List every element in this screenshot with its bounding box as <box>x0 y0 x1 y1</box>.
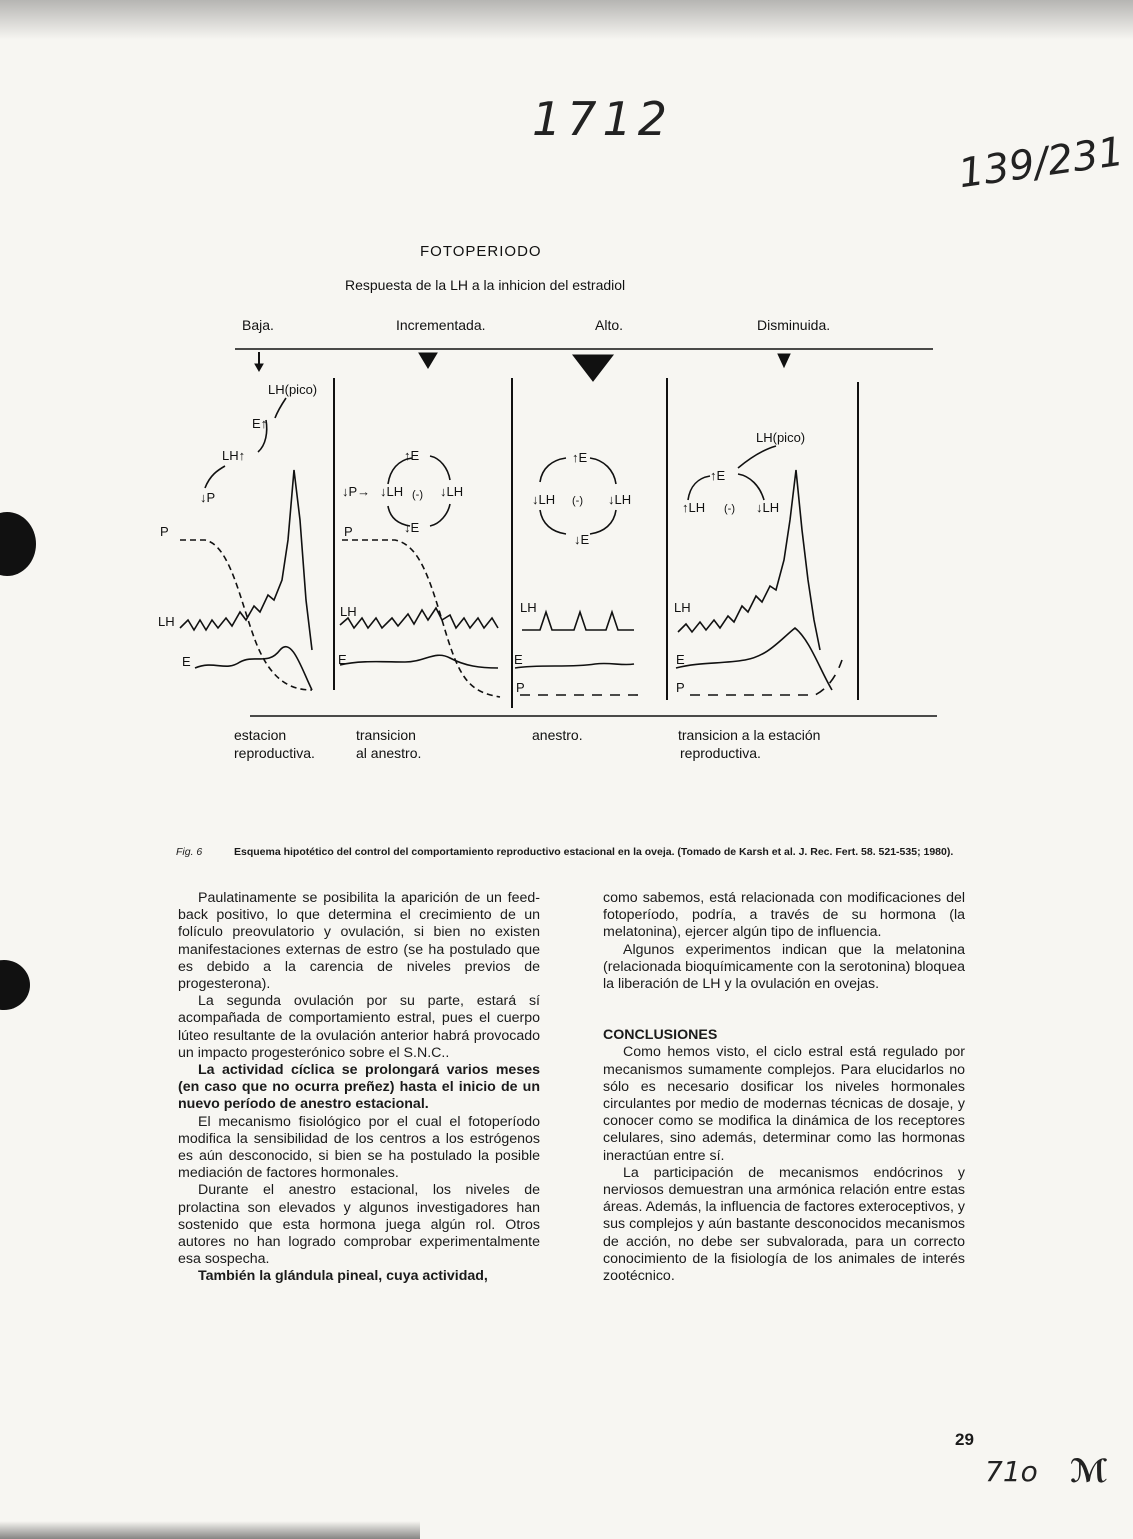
label-minus-2: (-) <box>412 489 423 501</box>
binder-hole-bottom <box>0 960 30 1010</box>
label-e-bottom-3: ↓E <box>574 532 590 547</box>
left-paragraph-2: La segunda ovulación por su parte, estará sí acompañada de comportamiento estral, pues el cuerpo lúteo resultante de la ovulación anterior habrá provocado un impacto progesterónico sobre el S.N.C.. <box>178 993 540 1061</box>
panel-1 <box>158 382 317 690</box>
lh-curve-3 <box>522 612 634 630</box>
left-paragraph-5: Durante el anestro estacional, los niveles de prolactina son elevados y algunos investigadores han sostenido que esta hormona juega algún rol. Otros autores no han logrado comprobar experimentalmente esa sospecha. <box>178 1182 540 1268</box>
label-p-down-1: ↓P <box>200 490 216 505</box>
right-paragraph-3: Como hemos visto, el ciclo estral está regulado por mecanismos sumamente complejos. Para elucidarlos no sólo es necesario dosificar los niveles hormonales circulantes por medio de modernas técnicas de dosaje, y conocer como se modifica la dinámica de los receptores celulares, sino además, determinar como las hormonas ineractúan entre sí. <box>603 1044 965 1164</box>
phase-4-line1: transicion a la estación <box>678 727 821 743</box>
loop-arrow-1c <box>275 398 286 418</box>
label-e-4: E <box>676 652 685 667</box>
left-paragraph-1: Paulatinamente se posibilita la aparición de un feed-back positivo, lo que determina el crecimiento de un folículo preovulatorio y ovulación, si bien no existen manifestaciones externas de estro (se ha postulado que es debido a la carencia de niveles previos de progesterona). <box>178 890 540 993</box>
scan-shadow-bottom <box>0 1521 420 1539</box>
photoperiod-level-4: Disminuida. <box>757 317 831 333</box>
label-e-mid-4: ↑E <box>710 468 726 483</box>
lh-curve-4 <box>678 470 820 650</box>
label-lh-right-3: ↓LH <box>608 492 632 507</box>
arrow-medium-2 <box>778 354 790 367</box>
figure-label: Fig. 6 <box>176 846 203 858</box>
panel-4 <box>674 430 842 695</box>
label-lh-right-4: ↓LH <box>756 500 780 515</box>
panel-3 <box>514 450 640 695</box>
left-paragraph-3: La actividad cíclica se prolongará varios meses (en caso que no ocurra preñez) hasta el inicio de un nuevo período de anestro estacional. <box>178 1062 540 1113</box>
figure-subtitle: Respuesta de la LH a la inhicion del estradiol <box>345 277 626 293</box>
photoperiod-arrows <box>255 352 790 381</box>
label-lh-3: LH <box>520 600 537 615</box>
label-e-bottom-2: ↓E <box>404 520 420 535</box>
label-p-arrow-2: ↓P→ <box>342 484 371 499</box>
label-lh-1: LH <box>158 614 175 629</box>
photoperiod-level-3: Alto. <box>595 317 624 333</box>
figure-title: FOTOPERIODO <box>420 243 542 260</box>
panel-2 <box>338 448 500 697</box>
e-curve-4 <box>676 628 832 690</box>
phase-1-line1: estacion <box>234 727 287 743</box>
panel-dividers <box>334 378 858 708</box>
phase-4-line2: reproductiva. <box>680 745 761 761</box>
lh-curve-2 <box>340 608 498 628</box>
arrow-small-head <box>255 364 263 371</box>
phase-2-line2: al anestro. <box>356 745 422 761</box>
phase-3-line1: anestro. <box>532 727 583 743</box>
label-lh-up-1: LH↑ <box>222 448 246 463</box>
handwritten-bottom-glyph: ℳ <box>1070 1452 1108 1490</box>
photoperiod-level-2: Incrementada. <box>396 317 486 333</box>
left-paragraph-6: También la glándula pineal, cuya actividad, <box>198 1268 488 1285</box>
figure-caption <box>176 846 976 859</box>
right-paragraph-2: Algunos experimentos indican que la melatonina (relacionada bioquímicamente con la serotonina) bloquea la liberación de LH y la ovulación en ovejas. <box>603 941 965 993</box>
right-column <box>603 890 965 1285</box>
label-e-up-1: E↑ <box>252 416 268 431</box>
e-curve-1 <box>195 647 312 690</box>
label-lh-4: LH <box>674 600 691 615</box>
left-paragraph-4: El mecanismo fisiológico por el cual el fotoperíodo modifica la sensibilidad de los centros a los estrógenos es aún desconocido, si bien se ha postulado la posible mediación de factores hormonales. <box>178 1113 540 1182</box>
label-lh-2: LH <box>340 604 357 619</box>
phase-2-line1: transicion <box>356 727 416 743</box>
label-lh-left-3: ↓LH <box>532 492 556 507</box>
label-e-3: E <box>514 652 523 667</box>
label-e-2: E <box>338 652 347 667</box>
p-curve-1 <box>180 540 312 690</box>
e-curve-3 <box>515 663 634 668</box>
loop-4-left <box>688 476 710 500</box>
left-column <box>178 890 540 1286</box>
label-e-top-2: ↑E <box>404 448 420 463</box>
arrow-large <box>573 355 613 381</box>
p-curve-2 <box>342 540 500 697</box>
label-e-1: E <box>182 654 191 669</box>
loop-3-bottom <box>540 510 616 534</box>
phase-1-line2: reproductiva. <box>234 745 315 761</box>
right-paragraph-1: como sabemos, está relacionada con modificaciones del fotoperíodo, podría, a través de su hormona (la melatonina), ejercer algún tipo de influencia. <box>603 890 965 941</box>
page-number: 29 <box>955 1430 974 1449</box>
loop-arrow-1a <box>205 466 225 488</box>
label-p-1: P <box>160 524 169 539</box>
arrow-4-peak <box>738 446 776 468</box>
label-p-2: P <box>344 524 353 539</box>
label-lh-left-4: ↑LH <box>682 500 706 515</box>
label-minus-4: (-) <box>724 503 735 515</box>
label-p-4: P <box>676 680 685 695</box>
e-curve-2 <box>340 655 498 668</box>
caption-text: Esquema hipotético del control del comportamiento reproductivo estacional en la oveja. (Tomado de Karsh et al. J. Rec. Fert. 58. 521-535; 1980). <box>234 846 954 858</box>
label-lh-right-2: ↓LH <box>440 484 464 499</box>
phase-labels <box>234 727 820 761</box>
conclusions-heading: CONCLUSIONES <box>603 1027 718 1044</box>
handwritten-bottom-mark: 71o <box>985 1455 1038 1488</box>
label-minus-3: (-) <box>572 495 583 507</box>
label-lh-peak-4: LH(pico) <box>756 430 806 445</box>
label-e-top-3: ↑E <box>572 450 588 465</box>
photoperiod-level-1: Baja. <box>242 317 274 333</box>
loop-4-right <box>738 474 764 500</box>
arrow-medium <box>419 353 437 368</box>
label-lh-peak-1: LH(pico) <box>268 382 318 397</box>
label-lh-left-2: ↓LH <box>380 484 404 499</box>
label-p-3: P <box>516 680 525 695</box>
handwritten-number: 1712 <box>532 92 674 146</box>
handwritten-reference: 139/231 <box>955 128 1127 198</box>
right-paragraph-4: La participación de mecanismos endócrinos y nerviosos demuestran una armónica relación entre estas áreas. Además, la influencia de factores exteroceptivos, y sus complejos y aún bastante desconocidos mecanismos de acción, no debe ser subvalorada, para un correcto conocimiento de la fisiología de los animales de interés zootécnico. <box>603 1164 965 1285</box>
